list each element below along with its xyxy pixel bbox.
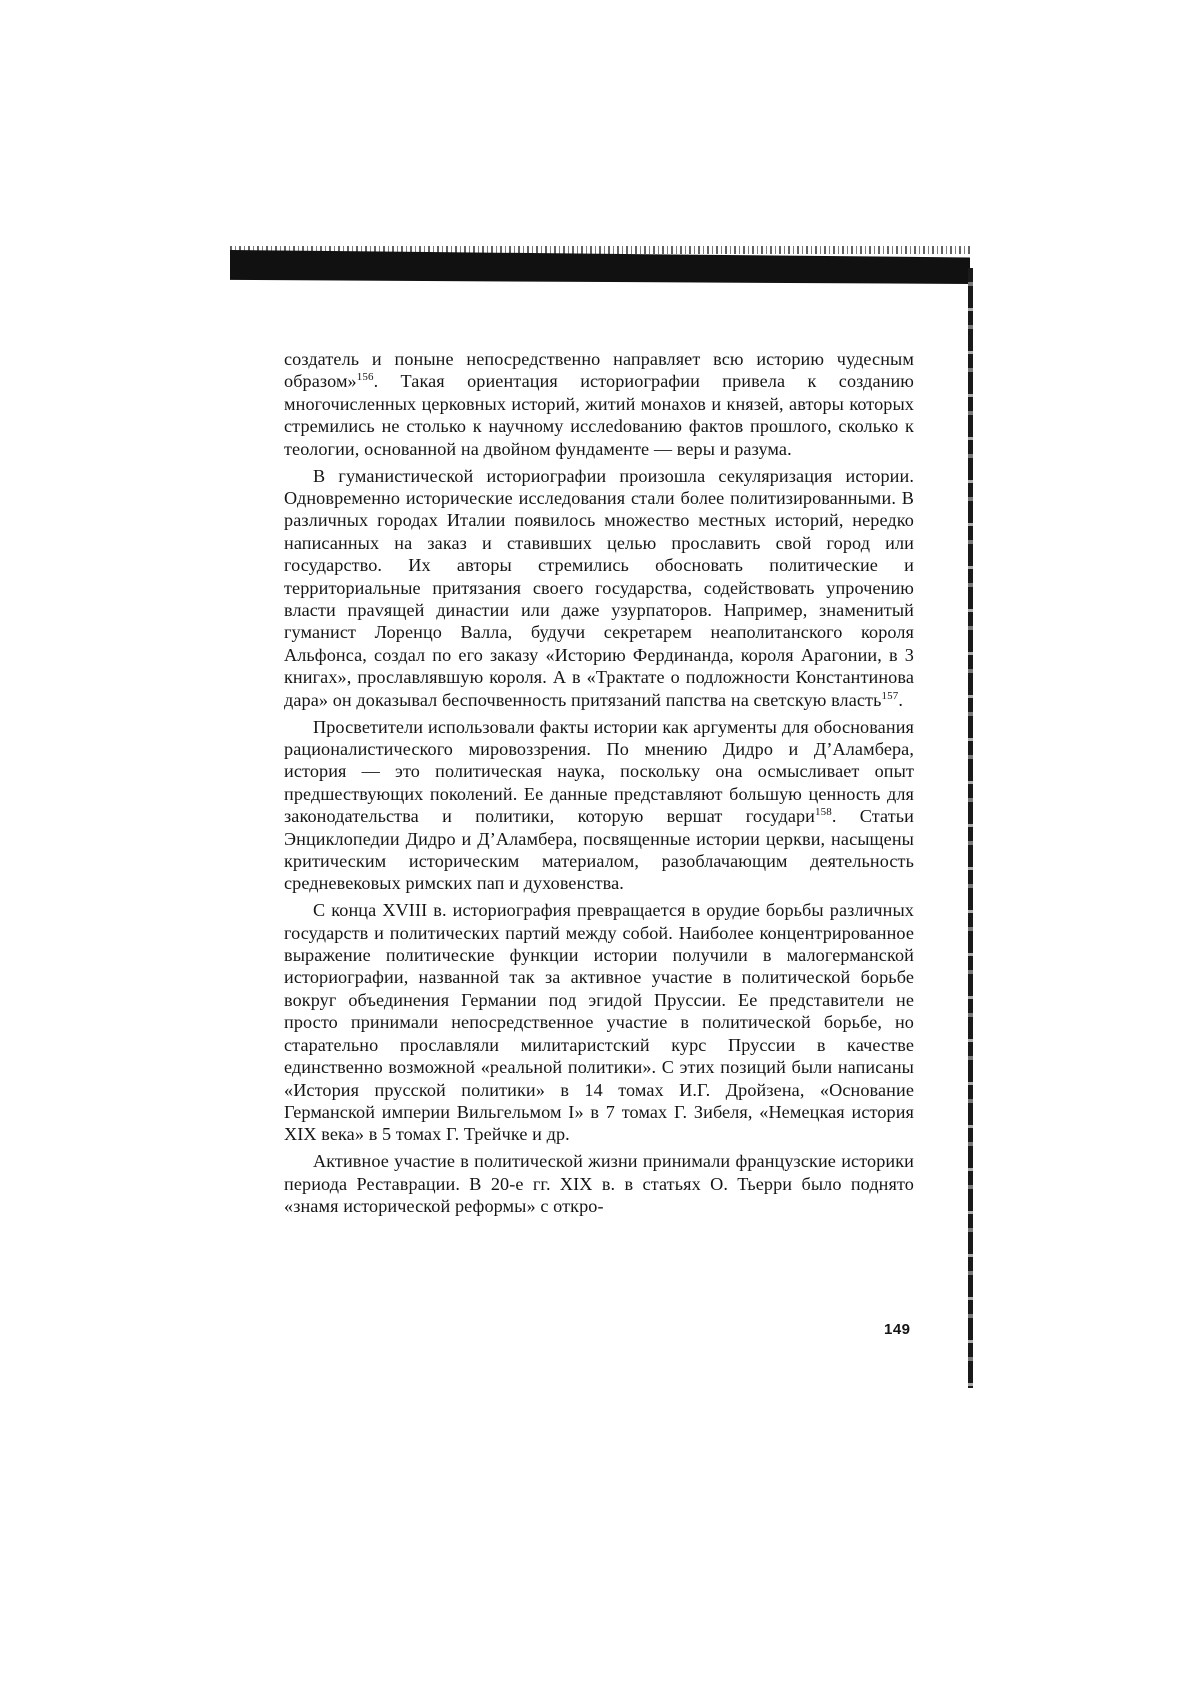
paragraph: С конца XVIII в. историография превращается в орудие борьбы различных государств и политических партий между собой. Наиболее концентрированное выражение политические функции истории получили в малогерманской историографии, названной так за активное участие в политической борьбе вокруг объединения Германии под эгидой Пруссии. Ее представители не просто принимали непосредственное участие в политической борьбе, но старательно прославляли милитаристский курс Пруссии в качестве единственно возможной «реальной политики». С этих позиций были написаны «История прусской политики» в 14 томах И.Г. Дройзена, «Основание Германской империи Вильгельмом I» в 7 томах Г. Зибеля, «Немецкая история XIX века» в 5 томах Г. Трейчке и др. (284, 900, 914, 1145)
footnote-ref: 158 (815, 806, 832, 819)
paragraph: создатель и поныне непосредственно направляет всю историю чудесным образом»$^{156}$. Такая ориентация историографии привела к созданию многочисленных церковных историй, житий монахов и князей, авторы которых стремились не столько к научному исслеdованию фактов прошлого, сколько к теологии, основанной на двойном фундаменте — веры и разума. (284, 349, 914, 459)
footnote-ref: 156 (356, 371, 374, 384)
footnote-ref: 157 (881, 689, 899, 702)
paragraph: Просветители использовали факты истории как аргументы для обоснования рационалистического мировоззрения. По мнению Дидро и Д’Аламбера, история — это политическая наука, поскольку она осмысливает опыт предшествующих поколений. Ее данные представляют большую ценность для законодательства и политики, которую вершат государи$^{158}$. Статьи Энциклопедии Дидро и Д’Аламбера, посвященные истории церкви, насыщены критическим историческим материалом, разоблачающим деятельность средневековых римских пап и духовенства. (284, 716, 914, 894)
scan-dark-edge-right (968, 268, 973, 1388)
body-text (284, 348, 914, 1222)
paragraph: Активное участие в политической жизни принимали французские историки периода Реставрации. В 20-е гг. XIX в. в статьях О. Тьерри было поднято «знамя исторической реформы» с откро- (284, 1151, 914, 1217)
paragraph: В гуманистической историографии произошла секуляризация истории. Одновременно исторические исследования стали более политизированными. В различных городах Италии появилось множество местных историй, нередко написанных на заказ и ставивших целью прославить свой город или государство. Их авторы стремились обосновать политические и территориальные притязания своего государства, содействовать упрочению власти праvящей династии или даже узурпаторов. Например, знаменитый гуманист Лоренцо Валла, будучи секретарем неаполитанского короля Альфонса, создал по его заказу «Историю Фердинанда, короля Арагонии, в 3 книгах», прославлявшую короля. А в «Трактате о подложности Константинова дара» он доказывал беспочвенность притязаний папства на светскую власть$^{157}$. (284, 465, 914, 710)
scan-dark-edge-top (230, 250, 970, 284)
page-number: 149 (884, 1321, 911, 1338)
